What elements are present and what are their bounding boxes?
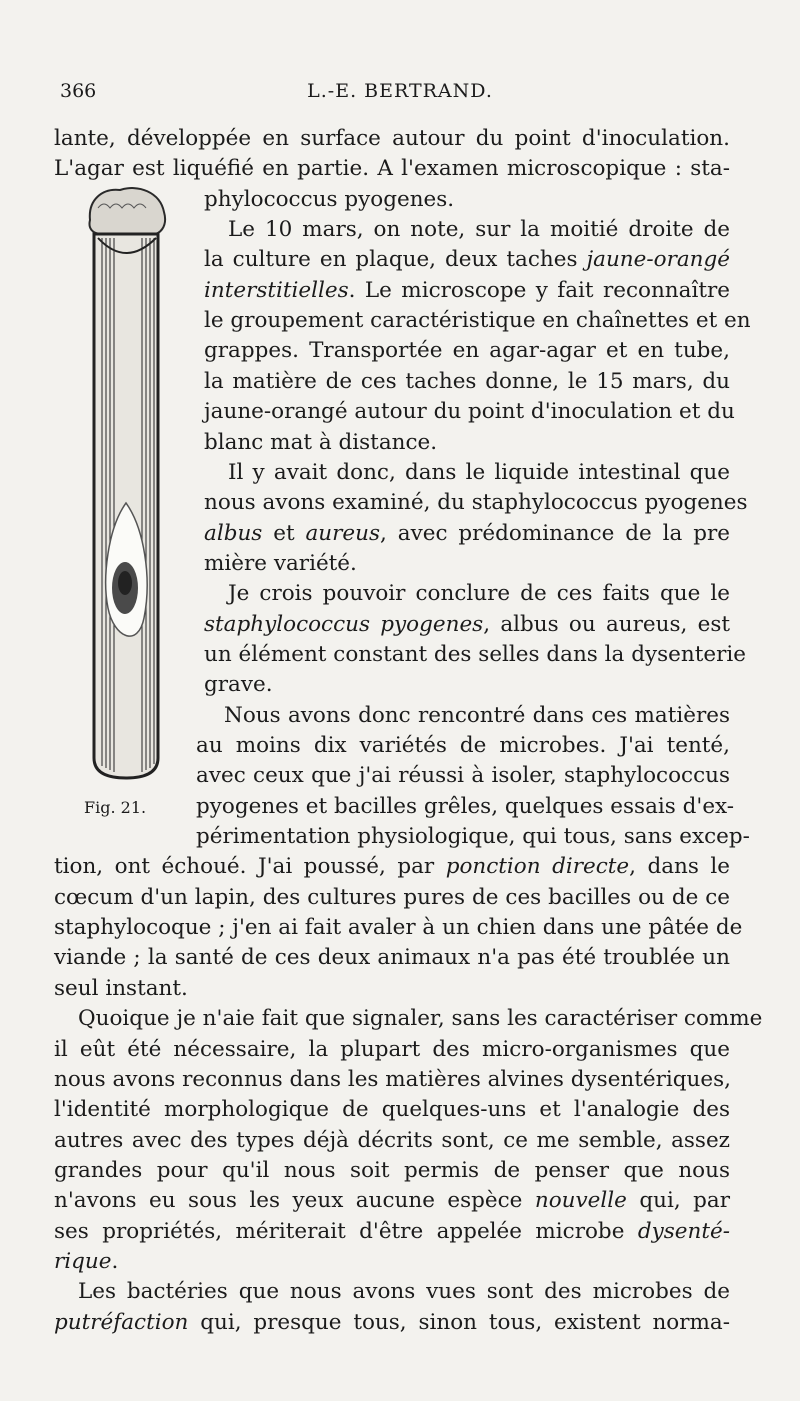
text-line	[196, 792, 735, 822]
italic-text: ponction directe	[445, 854, 630, 880]
text-line	[204, 276, 730, 306]
text-segment: seul instant.	[54, 975, 188, 1001]
text-segment: il eût été nécessaire, la plupart des micro-organismes que	[54, 1036, 730, 1062]
text-line	[54, 1247, 730, 1277]
text-line	[204, 640, 746, 670]
text-segment: et	[262, 520, 306, 546]
text-segment: Nous avons donc rencontré dans ces matières	[224, 702, 730, 728]
text-segment: qui, presque tous, sinon tous, existent norma-	[188, 1309, 730, 1335]
text-segment: mière variété.	[204, 550, 357, 576]
text-line	[204, 579, 730, 609]
italic-text: albus	[204, 520, 263, 546]
text-segment: périmentation physiologique, qui tous, sans excep-	[196, 824, 750, 850]
text-segment: l'identité morphologique de quelques-uns et l'analogie des	[54, 1097, 730, 1123]
italic-text: aureus	[305, 520, 381, 546]
text-segment: le groupement caractéristique en chaînettes et en	[204, 308, 751, 334]
text-segment: avec ceux que j'ai réussi à isoler, staphylococcus	[196, 763, 730, 789]
page-header	[0, 80, 800, 106]
text-segment: au moins dix variétés de microbes. J'ai tenté,	[196, 733, 730, 758]
text-segment: grappes. Transportée en agar-agar et en tube,	[204, 338, 730, 364]
text-line	[54, 124, 730, 154]
text-segment: la matière de ces taches donne, le 15 mars, du	[204, 368, 730, 394]
text-line	[54, 1004, 763, 1034]
text-line	[54, 1308, 730, 1338]
text-line	[54, 1065, 730, 1095]
italic-text: putréfaction	[54, 1309, 189, 1335]
text-line	[204, 549, 730, 579]
text-line	[204, 519, 730, 549]
text-segment: Les bactéries que nous avons vues sont des microbes de	[78, 1279, 730, 1305]
italic-text: nouvelle	[534, 1188, 627, 1214]
text-line	[54, 1126, 730, 1156]
text-line	[54, 1035, 730, 1065]
test-tube-illustration	[80, 178, 180, 798]
text-segment: lante, développée en surface autour du point d'inoculation.	[54, 126, 730, 151]
text-line	[204, 397, 735, 427]
text-line	[54, 1277, 730, 1307]
text-segment: viande ; la santé de ces deux animaux n'a pas été troublée un	[54, 945, 730, 971]
italic-text: rique	[54, 1248, 112, 1274]
text-segment: ses propriétés, mériterait d'être appelée microbe	[54, 1218, 638, 1244]
text-line	[196, 761, 730, 791]
text-line	[54, 974, 730, 1004]
text-segment: cœcum d'un lapin, des cultures pures de ces bacilles ou de ce	[54, 884, 730, 910]
text-segment: autres avec des types déjà décrits sont, ce me semble, assez	[54, 1127, 730, 1153]
italic-text: staphylococcus pyogenes	[204, 611, 484, 637]
page-number: 366	[60, 80, 97, 102]
text-segment: jaune-orangé autour du point d'inoculation et du	[204, 399, 735, 425]
text-segment: tion, ont échoué. J'ai poussé, par	[54, 854, 446, 880]
italic-text: dysenté-	[637, 1218, 730, 1244]
text-line	[204, 428, 730, 458]
italic-text: jaune-orangé	[586, 247, 730, 273]
text-segment: n'avons eu sous les yeux aucune espèce	[54, 1188, 535, 1214]
text-line	[54, 943, 730, 973]
running-head: L.-E. BERTRAND.	[307, 80, 493, 102]
text-segment: , dans le	[629, 854, 730, 880]
text-line	[54, 913, 743, 943]
text-line	[54, 1186, 730, 1216]
text-line	[54, 1095, 730, 1125]
text-line	[54, 154, 730, 184]
text-segment: L'agar est liquéfié en partie. A l'examen microscopique : sta-	[54, 156, 730, 182]
text-line	[196, 731, 730, 761]
text-segment: Quoique je n'aie fait que signaler, sans les caractériser comme	[78, 1006, 763, 1032]
text-line	[54, 852, 730, 882]
text-line	[204, 215, 730, 245]
italic-text: interstitielles	[204, 277, 349, 303]
text-segment: . Le microscope y fait reconnaître	[348, 277, 730, 303]
text-line	[204, 458, 730, 488]
text-line	[204, 336, 730, 366]
text-segment: Il y avait donc, dans le liquide intestinal que	[228, 459, 730, 485]
text-line	[204, 245, 730, 275]
text-segment: blanc mat à distance.	[204, 429, 438, 455]
text-segment: , avec prédominance de la pre	[380, 520, 730, 546]
text-segment: Je crois pouvoir conclure de ces faits que le	[228, 581, 730, 607]
text-segment: staphylocoque ; j'en ai fait avaler à un chien dans une pâtée de	[54, 915, 743, 941]
text-line	[196, 701, 730, 731]
figure-caption: Fig. 21.	[84, 798, 147, 817]
text-segment: la culture en plaque, deux taches	[204, 247, 587, 273]
text-line	[204, 367, 730, 397]
text-segment: un élément constant des selles dans la dysenterie	[204, 641, 746, 667]
cotton-plug	[90, 188, 166, 234]
text-segment: , albus ou aureus, est	[483, 611, 731, 637]
text-line	[204, 488, 748, 518]
text-segment: phylococcus pyogenes.	[204, 186, 455, 212]
text-line	[204, 610, 730, 640]
text-line	[196, 822, 750, 852]
text-segment: pyogenes et bacilles grêles, quelques essais d'ex-	[196, 793, 735, 819]
text-line	[54, 1217, 730, 1247]
text-segment: grandes pour qu'il nous soit permis de penser que nous	[54, 1157, 730, 1183]
text-line	[54, 883, 730, 913]
text-line	[204, 670, 730, 700]
text-segment: .	[111, 1248, 119, 1274]
text-line	[204, 185, 730, 215]
text-line	[204, 306, 751, 336]
text-segment: nous avons examiné, du staphylococcus pyogenes	[204, 490, 748, 516]
text-segment: grave.	[204, 672, 273, 698]
text-line	[54, 1156, 730, 1186]
text-segment: Le 10 mars, on note, sur la moitié droite de	[228, 217, 730, 243]
text-segment: nous avons reconnus dans les matières alvines dysentériques,	[54, 1066, 731, 1092]
text-segment: qui, par	[626, 1188, 730, 1214]
